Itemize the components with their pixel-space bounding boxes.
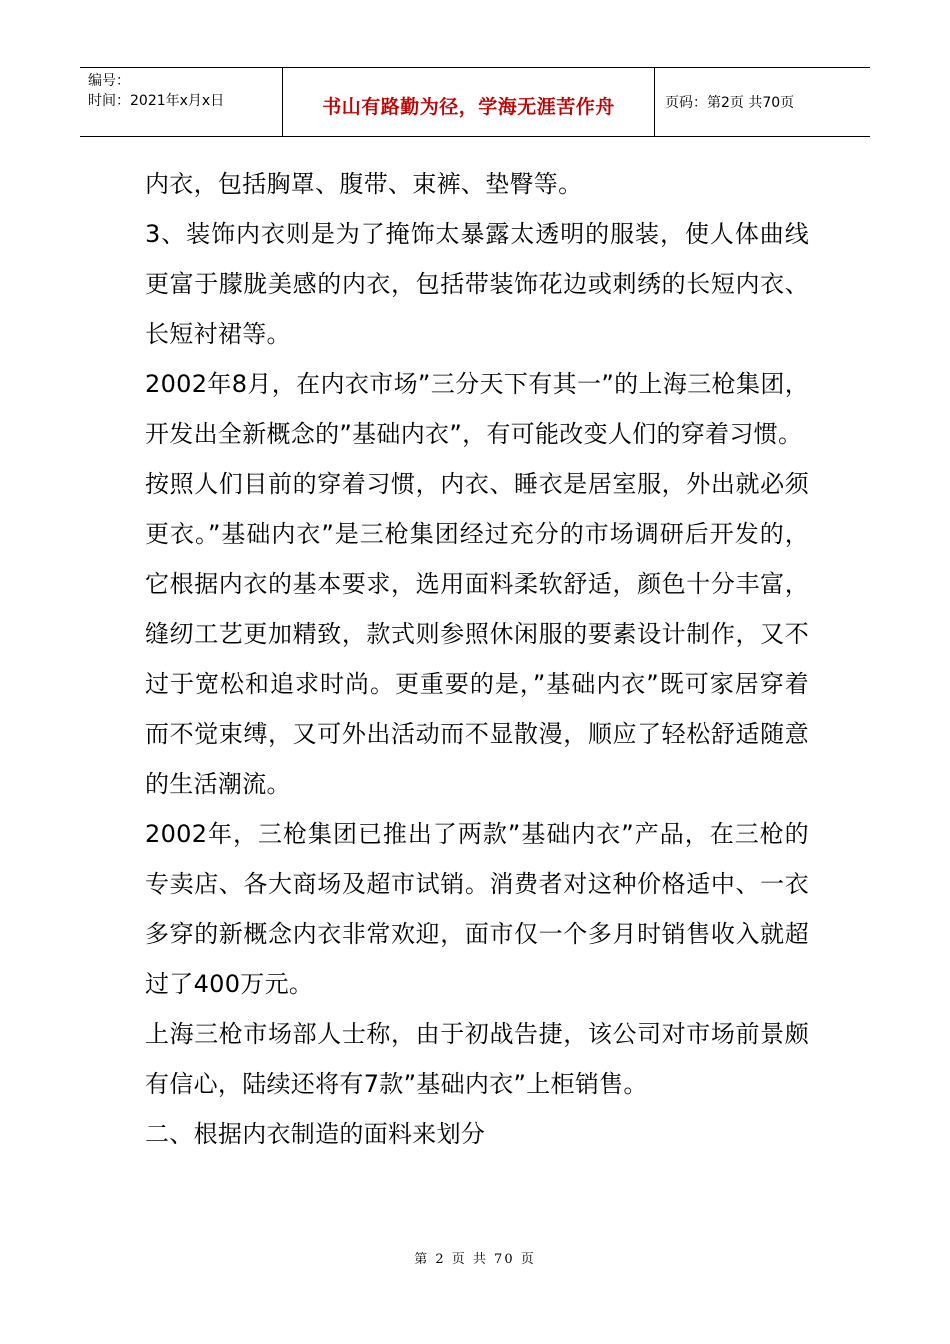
document-body — [145, 159, 809, 1159]
page-header — [80, 67, 870, 137]
body-paragraph: 2002年，三枪集团已推出了两款”基础内衣”产品，在三枪的专卖店、各大商场及超市试销。消费者对这种价格适中、一衣多穿的新概念内衣非常欢迎，面市仅一个多月时销售收入就超过了400万元。 — [145, 820, 809, 998]
body-paragraph: 2002年8月，在内衣市场”三分天下有其一”的上海三枪集团，开发出全新概念的”基础内衣”，有可能改变人们的穿着习惯。 — [145, 370, 809, 448]
body-paragraph: 3、装饰内衣则是为了掩饰太暴露太透明的服装，使人体曲线更富于朦胧美感的内衣，包括带装饰花边或刺绣的长短内衣、长短衬裙等。 — [145, 220, 809, 348]
header-page-info: 页码：第2页 共70页 — [665, 95, 795, 111]
section-heading: 二、根据内衣制造的面料来划分 — [145, 1120, 486, 1148]
document-time-label: 时间：2021年x月x日 — [88, 93, 225, 109]
body-paragraph: 上海三枪市场部人士称，由于初战告捷，该公司对市场前景颇有信心，陆续还将有7款”基础内衣”上柜销售。 — [145, 1020, 809, 1098]
page-footer: 第 2 页 共 70 页 — [414, 1252, 536, 1267]
body-paragraph: 按照人们目前的穿着习惯，内衣、睡衣是居室服，外出就必须更衣。”基础内衣”是三枪集团经过充分的市场调研后开发的，它根据内衣的基本要求，选用面料柔软舒适，颜色十分丰富，缝纫工艺更加精致，款式则参照休闲服的要素设计制作，又不过于宽松和追求时尚。更重要的是，”基础内衣”既可家居穿着而不觉束缚，又可外出活动而不显散漫，顺应了轻松舒适随意的生活潮流。 — [145, 470, 809, 798]
header-motto: 书山有路勤为径，学海无涯苦作舟 — [283, 68, 655, 136]
header-meta-cell — [80, 68, 283, 136]
document-number-label: 编号： — [88, 73, 130, 89]
body-paragraph: 内衣，包括胸罩、腹带、束裤、垫臀等。 — [145, 170, 583, 198]
